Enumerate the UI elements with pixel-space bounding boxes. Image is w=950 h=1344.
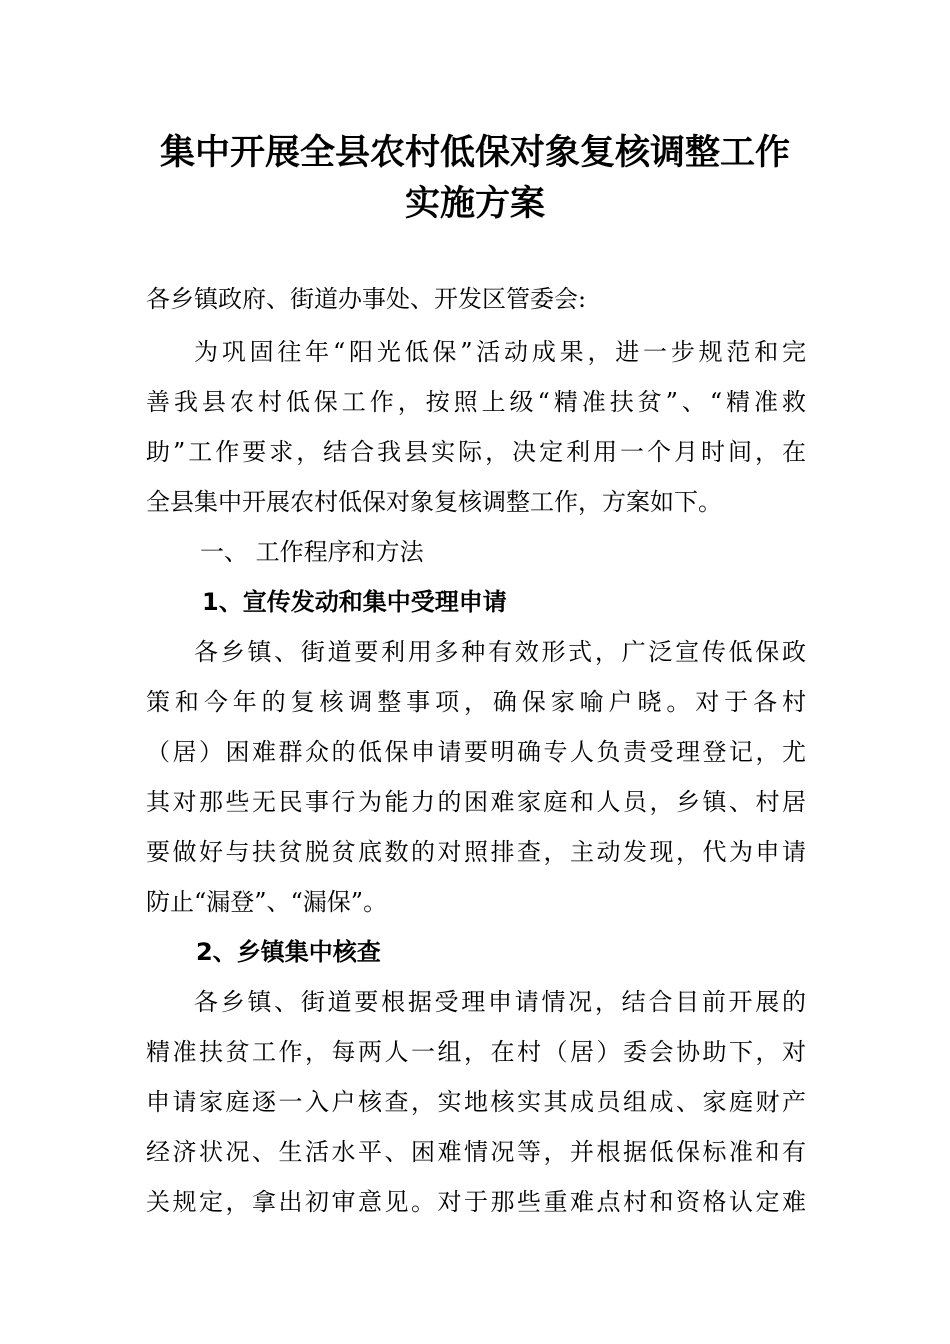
item2-line: 精准扶贫工作，每两人一组，在村（居）委会协助下，对 [146,1038,806,1066]
intro-line: 为巩固往年“阳光低保”活动成果，进一步规范和完 [194,338,806,366]
intro-line: 全县集中开展农村低保对象复核调整工作，方案如下。 [146,488,722,516]
item-heading: 1、宣传发动和集中受理申请 [202,588,507,616]
item1-line: 防止“漏登”、“漏保”。 [146,888,388,916]
document-title-line-2: 实施方案 [404,184,545,224]
item1-line: 策和今年的复核调整事项，确保家喻户晓。对于各村 [146,688,806,716]
intro-line: 善我县农村低保工作，按照上级“精准扶贫”、“精准救 [146,388,806,416]
item1-line: 各乡镇、街道要利用多种有效形式，广泛宣传低保政 [194,638,806,666]
intro-line: 助”工作要求，结合我县实际，决定利用一个月时间，在 [146,438,806,466]
item-heading: 2、乡镇集中核查 [196,938,381,966]
item2-line: 经济状况、生活水平、困难情况等，并根据低保标准和有 [146,1138,806,1166]
section-heading: 一、 工作程序和方法 [200,538,424,566]
item2-line: 各乡镇、街道要根据受理申请情况，结合目前开展的 [194,988,806,1016]
item1-line: 其对那些无民事行为能力的困难家庭和人员，乡镇、村居 [146,788,806,816]
document-title-line-1: 集中开展全县农村低保对象复核调整工作 [159,133,790,173]
item1-line: （居）困难群众的低保申请要明确专人负责受理登记，尤 [146,738,806,766]
salutation: 各乡镇政府、街道办事处、开发区管委会: [146,285,587,313]
item2-line: 申请家庭逐一入户核查，实地核实其成员组成、家庭财产 [146,1088,806,1116]
item1-line: 要做好与扶贫脱贫底数的对照排查，主动发现，代为申请 [146,838,806,866]
item2-line: 关规定，拿出初审意见。对于那些重难点村和资格认定难 [146,1188,806,1216]
